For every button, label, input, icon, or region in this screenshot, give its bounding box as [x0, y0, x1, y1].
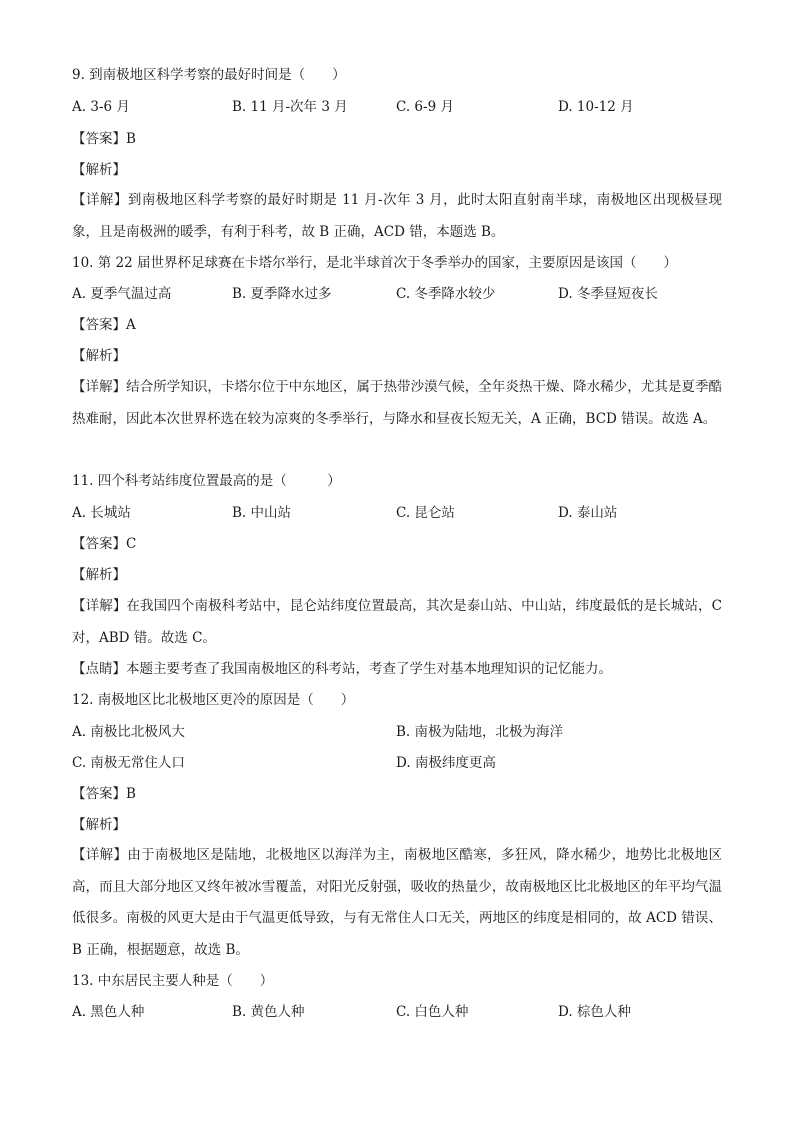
question-10-option-a: A. 夏季气温过高 — [72, 286, 172, 302]
question-10-option-c: C. 冬季降水较少 — [396, 286, 496, 302]
question-11-analysis-label: 【解析】 — [72, 567, 126, 583]
question-10-option-d: D. 冬季昼短夜长 — [558, 286, 658, 302]
question-9-analysis-label: 【解析】 — [72, 162, 126, 178]
question-12-option-d: D. 南极纬度更高 — [396, 755, 496, 771]
question-12-option-c: C. 南极无常住人口 — [72, 755, 185, 771]
question-9-option-a: A. 3-6 月 — [72, 99, 130, 115]
question-13-option-d: D. 棕色人种 — [558, 1004, 631, 1020]
question-12-option-a: A. 南极比北极风大 — [72, 724, 185, 740]
question-9-stem: 9. 到南极地区科学考察的最好时间是（ ） — [72, 67, 346, 83]
question-11-option-b: B. 中山站 — [232, 505, 292, 521]
question-9-answer: 【答案】B — [72, 131, 136, 147]
question-12-analysis-label: 【解析】 — [72, 817, 126, 833]
question-12-stem: 12. 南极地区比北极地区更冷的原因是（ ） — [72, 692, 355, 708]
question-11-stem: 11. 四个科考站纬度位置最高的是（ ） — [72, 473, 341, 489]
question-10-answer: 【答案】A — [72, 317, 136, 333]
question-9-option-d: D. 10-12 月 — [558, 99, 634, 115]
question-11-answer: 【答案】C — [72, 536, 137, 552]
question-11-option-c: C. 昆仑站 — [396, 505, 455, 521]
question-13-option-b: B. 黄色人种 — [232, 1004, 305, 1020]
question-10-stem: 10. 第 22 届世界杯足球赛在卡塔尔举行，是北半球首次于冬季举办的国家，主要原因是该国（ ） — [72, 255, 678, 271]
question-11-detail: 【详解】在我国四个南极科考站中，昆仑站纬度位置最高，其次是泰山站、中山站，纬度最低的是长城站，C 对，ABD 错。故选 C。 — [72, 598, 722, 646]
question-9-option-b: B. 11 月-次年 3 月 — [232, 99, 348, 115]
question-10-option-b: B. 夏季降水过多 — [232, 286, 332, 302]
question-13-option-c: C. 白色人种 — [396, 1004, 469, 1020]
question-12-detail: 【详解】由于南极地区是陆地，北极地区以海洋为主，南极地区酷寒，多狂风，降水稀少，地势比北极地区高，而且大部分地区又终年被冰雪覆盖，对阳光反射强，吸收的热量少，故南极地区比北极地区的年平均气温低很多。南极的风更大是由于气温更低导致，与有无常住人口无关，两地区的纬度是相同的，故 ACD 错误、B 正确，根据题意，故选 B。 — [72, 847, 722, 958]
question-9-option-c: C. 6-9 月 — [396, 99, 454, 115]
question-11-option-d: D. 泰山站 — [558, 505, 618, 521]
question-13-stem: 13. 中东居民主要人种是（ ） — [72, 973, 274, 989]
question-10-detail: 【详解】结合所学知识，卡塔尔位于中东地区，属于热带沙漠气候，全年炎热干燥、降水稀少，尤其是夏季酷热难耐，因此本次世界杯选在较为凉爽的冬季举行，与降水和昼夜长短无关，A 正确，BCD 错误。故选 A。 — [72, 379, 722, 427]
question-11-option-a: A. 长城站 — [72, 505, 131, 521]
question-11-comment: 【点睛】本题主要考查了我国南极地区的科考站，考查了学生对基本地理知识的记忆能力。 — [72, 661, 612, 677]
question-10-analysis-label: 【解析】 — [72, 348, 126, 364]
question-9-detail: 【详解】到南极地区科学考察的最好时期是 11 月-次年 3 月，此时太阳直射南半球，南极地区出现极昼现象，且是南极洲的暖季，有利于科考，故 B 正确，ACD 错，本题选 B。 — [72, 192, 722, 240]
question-12-answer: 【答案】B — [72, 786, 136, 802]
question-13-option-a: A. 黑色人种 — [72, 1004, 145, 1020]
question-12-option-b: B. 南极为陆地，北极为海洋 — [396, 724, 564, 740]
